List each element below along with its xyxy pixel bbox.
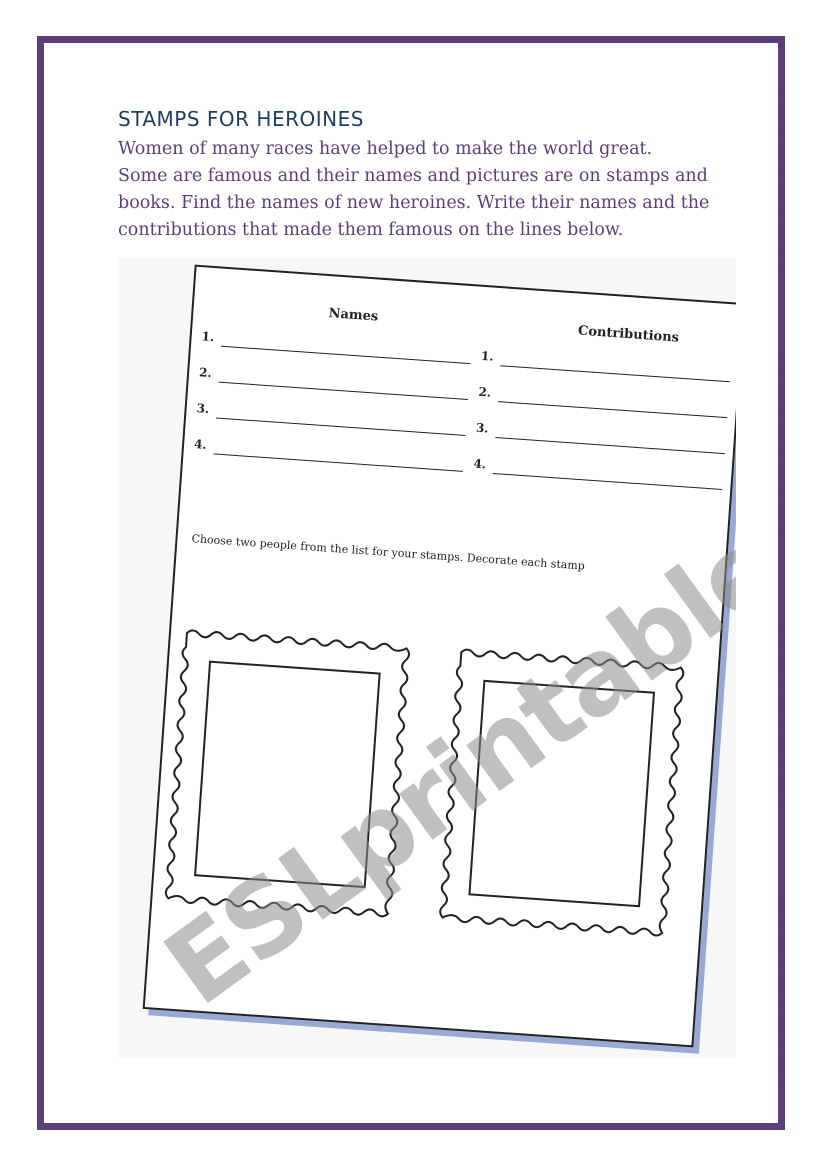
name-line-3[interactable] [196,401,467,440]
blank-line [498,401,728,418]
stamp-frame-right[interactable] [436,646,687,940]
line-number: 2. [478,384,492,400]
contributions-heading: Contributions [577,323,680,346]
blank-line [493,473,723,490]
page-title: STAMPS FOR HEROINES [118,107,364,131]
contribution-line-1[interactable] [480,349,731,386]
stamp-picture-area [468,680,655,907]
intro-line: books. Find the names of new heroines. Write their names and the [118,193,710,213]
intro-line: Some are famous and their names and pictures are on stamps and [118,166,708,186]
contribution-line-4[interactable] [473,457,724,494]
blank-line [500,365,730,382]
name-line-4[interactable] [193,437,464,476]
blank-line [495,437,725,454]
blank-line [216,418,465,436]
contribution-line-2[interactable] [478,385,729,422]
worksheet-sheet [143,265,736,1048]
intro-paragraph [118,136,738,244]
name-line-1[interactable] [201,329,472,368]
line-number: 4. [473,456,487,472]
intro-line: Women of many races have helped to make the world great. [118,139,653,159]
intro-line: contributions that made them famous on the lines below. [118,220,624,240]
stamp-frame-left[interactable] [162,627,413,921]
worksheet-image [118,258,736,1058]
stamp-picture-area [194,661,381,888]
blank-line [213,453,462,471]
contribution-line-3[interactable] [475,421,726,458]
line-number: 3. [196,401,210,417]
line-number: 2. [198,365,213,381]
blank-line [219,382,468,400]
name-line-2[interactable] [198,365,469,404]
line-number: 1. [480,348,495,364]
line-number: 1. [201,329,215,345]
names-heading: Names [328,306,379,325]
blank-line [221,346,470,364]
line-number: 4. [193,437,208,452]
line-number: 3. [475,420,489,436]
stamp-instruction: Choose two people from the list for your stamps. Decorate each stamp [191,532,586,573]
